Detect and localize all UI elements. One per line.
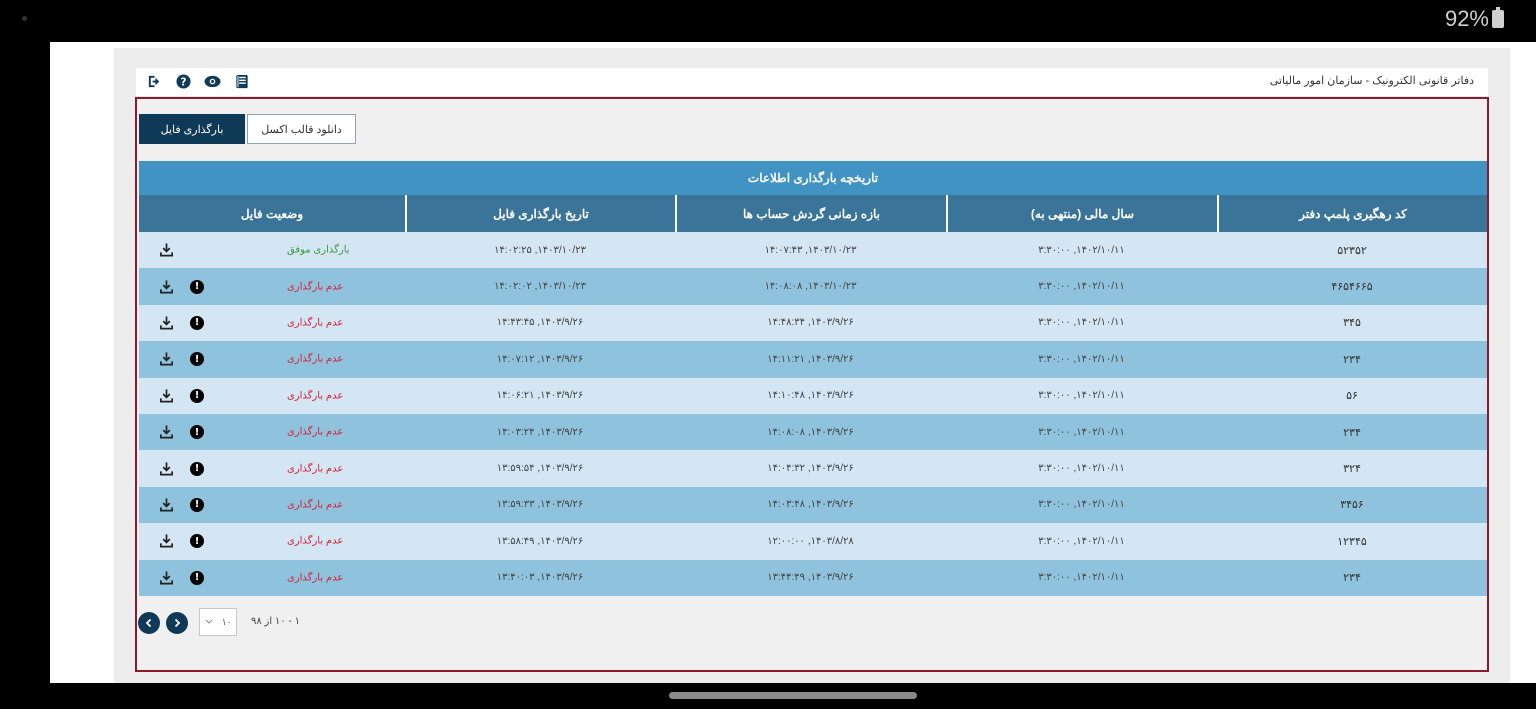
cell-status [139,487,405,523]
table-row [139,414,1487,450]
download-icon[interactable] [159,461,174,476]
download-icon[interactable] [159,570,174,585]
cell-fiscal-year: ۱۴۰۲/۱۰/۱۱, ۳:۳۰:۰۰ [1038,572,1125,584]
cell-upload-date: ۱۴۰۳/۹/۲۶, ۱۳:۵۹:۵۴ [496,463,584,475]
cell-upload-date: ۱۴۰۳/۹/۲۶, ۱۴:۰۳:۲۴ [496,426,584,438]
error-info-icon[interactable]: ! [190,389,204,403]
cell-upload-date: ۱۴۰۳/۱۰/۲۳, ۱۴:۰۲:۲۵ [494,244,586,256]
cell-fiscal-year: ۱۴۰۲/۱۰/۱۱, ۳:۳۰:۰۰ [1038,535,1125,547]
top-icons [146,73,250,90]
upload-history-panel [135,97,1489,672]
cell-fiscal-year: ۱۴۰۲/۱۰/۱۱, ۳:۳۰:۰۰ [1038,499,1125,511]
pagination-range: ۱ - ۱۰ از ۹۸ [251,616,300,627]
download-icon[interactable] [159,425,174,440]
column-header-period[interactable]: بازه زمانی گردش حساب ها [675,195,946,232]
status-text: عدم بارگذاری [287,426,344,438]
column-header-code[interactable]: کد رهگیری پلمپ دفتر [1217,195,1487,232]
cell-upload-date: ۱۴۰۳/۹/۲۶, ۱۴:۰۷:۱۲ [496,353,584,365]
svg-text:?: ? [180,76,187,89]
cell-status [139,378,405,414]
cell-code: ۵۶ [1346,390,1358,403]
cell-code: ۲۳۴ [1343,426,1361,439]
chevron-down-icon [205,617,213,627]
gesture-navigation-bar[interactable] [669,692,917,699]
status-text: عدم بارگذاری [287,281,344,293]
battery-icon [1492,10,1504,28]
cell-fiscal-year: ۱۴۰۲/۱۰/۱۱, ۳:۳۰:۰۰ [1038,353,1125,365]
cell-upload-date: ۱۴۰۳/۱۰/۲۳, ۱۴:۰۲:۰۲ [494,281,586,293]
error-info-icon[interactable]: ! [190,280,204,294]
status-text: عدم بارگذاری [287,499,344,511]
cell-period: ۱۴۰۳/۹/۲۶, ۱۳:۴۴:۴۹ [767,572,854,584]
table-row [139,560,1487,596]
download-icon[interactable] [159,352,174,367]
cell-period: ۱۴۰۳/۹/۲۶, ۱۴:۱۰:۴۸ [767,390,854,402]
status-text: عدم بارگذاری [287,317,344,329]
eye-icon[interactable] [204,73,221,90]
cell-status [139,305,405,341]
cell-period: ۱۴۰۳/۹/۲۶, ۱۴:۱۱:۲۱ [767,353,854,365]
previous-page-button[interactable] [138,612,160,634]
error-info-icon[interactable]: ! [190,498,204,512]
table-row [139,487,1487,523]
table-row [139,268,1487,304]
upload-file-button[interactable]: بارگذاری فایل [139,114,245,144]
battery-indicator [1445,6,1504,32]
cell-code: ۲۳۴ [1343,353,1361,366]
status-text: عدم بارگذاری [287,390,344,402]
status-bar-dot [22,16,27,21]
download-icon[interactable] [159,497,174,512]
cell-upload-date: ۱۴۰۳/۹/۲۶, ۱۳:۵۹:۳۳ [496,499,584,511]
cell-code: ۳۴۵۶ [1340,499,1364,512]
download-icon[interactable] [159,315,174,330]
column-header-upload-date[interactable]: تاریخ بارگذاری فایل [405,195,675,232]
cell-period: ۱۴۰۳/۹/۲۶, ۱۴:۴۸:۳۴ [767,317,854,329]
column-header-fiscal-year[interactable]: سال مالی (منتهی به) [946,195,1217,232]
cell-fiscal-year: ۱۴۰۲/۱۰/۱۱, ۳:۳۰:۰۰ [1038,317,1125,329]
logout-icon[interactable] [146,73,163,90]
cell-code: ۳۲۴ [1343,463,1361,476]
cell-fiscal-year: ۱۴۰۲/۱۰/۱۱, ۳:۳۰:۰۰ [1038,426,1125,438]
cell-fiscal-year: ۱۴۰۲/۱۰/۱۱, ۳:۳۰:۰۰ [1038,244,1125,256]
error-info-icon[interactable]: ! [190,571,204,585]
error-info-icon[interactable]: ! [190,352,204,366]
table-header [139,195,1487,232]
table-row [139,232,1487,268]
cell-status [139,523,405,559]
battery-percent: 92% [1444,6,1489,31]
table-row [139,305,1487,341]
next-page-button[interactable] [166,612,188,634]
cell-upload-date: ۱۴۰۳/۹/۲۶, ۱۴:۰۶:۲۱ [496,390,584,402]
table-title: تاریخچه بارگذاری اطلاعات [139,161,1487,195]
table-row [139,450,1487,486]
book-icon[interactable] [233,73,250,90]
download-excel-template-button[interactable]: دانلود قالب اکسل [247,114,356,144]
status-text: عدم بارگذاری [287,353,344,365]
cell-period: ۱۴۰۳/۹/۲۶, ۱۴:۰۳:۴۸ [767,499,854,511]
cell-fiscal-year: ۱۴۰۲/۱۰/۱۱, ۳:۳۰:۰۰ [1038,281,1125,293]
cell-upload-date: ۱۴۰۳/۹/۲۶, ۱۳:۴۰:۰۳ [496,572,584,584]
status-text: عدم بارگذاری [287,463,344,475]
pagination [137,608,337,640]
download-icon[interactable] [159,388,174,403]
table-row [139,378,1487,414]
download-icon[interactable] [159,243,174,258]
status-text: عدم بارگذاری [287,572,344,584]
table-body [139,232,1487,596]
download-icon[interactable] [159,534,174,549]
cell-period: ۱۴۰۳/۹/۲۶, ۱۴:۰۸:۰۸ [767,426,854,438]
cell-code: ۳۴۵ [1343,317,1361,330]
cell-upload-date: ۱۴۰۳/۹/۲۶, ۱۳:۵۸:۴۹ [496,535,584,547]
help-icon[interactable] [175,73,192,90]
cell-upload-date: ۱۴۰۳/۹/۲۶, ۱۴:۴۳:۴۵ [496,317,584,329]
cell-period: ۱۴۰۳/۸/۲۸, ۱۲:۰۰:۰۰ [767,535,854,547]
app-title: دفاتر قانونی الکترونیک - سازمان امور مالیاتی [1269,75,1474,87]
cell-fiscal-year: ۱۴۰۲/۱۰/۱۱, ۳:۳۰:۰۰ [1038,390,1125,402]
error-info-icon[interactable]: ! [190,462,204,476]
status-text: عدم بارگذاری [287,535,344,547]
cell-status [139,268,405,304]
cell-code: ۴۶۵۴۶۶۵ [1331,281,1373,294]
cell-status [139,560,405,596]
page-size-value: ۱۰ [221,616,232,627]
app-container [114,48,1510,683]
cell-code: ۵۲۳۵۲ [1337,244,1367,257]
cell-fiscal-year: ۱۴۰۲/۱۰/۱۱, ۳:۳۰:۰۰ [1038,463,1125,475]
column-header-status[interactable]: وضعیت فایل [240,206,304,221]
cell-status [139,232,405,268]
cell-period: ۱۴۰۳/۹/۲۶, ۱۴:۰۴:۳۲ [767,463,854,475]
download-icon[interactable] [159,279,174,294]
table-row [139,523,1487,559]
cell-status [139,450,405,486]
cell-code: ۱۲۳۴۵ [1337,535,1367,548]
table-row [139,341,1487,377]
cell-status [139,414,405,450]
cell-period: ۱۴۰۳/۱۰/۲۳, ۱۴:۰۷:۴۳ [764,244,857,256]
cell-code: ۲۳۴ [1343,572,1361,585]
error-info-icon[interactable]: ! [190,425,204,439]
error-info-icon[interactable]: ! [190,316,204,330]
cell-period: ۱۴۰۳/۱۰/۲۳, ۱۴:۰۸:۰۸ [764,281,857,293]
error-info-icon[interactable]: ! [190,534,204,548]
browser-viewport [50,42,1536,683]
cell-status [139,341,405,377]
status-text: بارگذاری موفق [287,244,350,256]
page-size-select[interactable] [199,608,237,636]
top-bar [136,68,1488,96]
